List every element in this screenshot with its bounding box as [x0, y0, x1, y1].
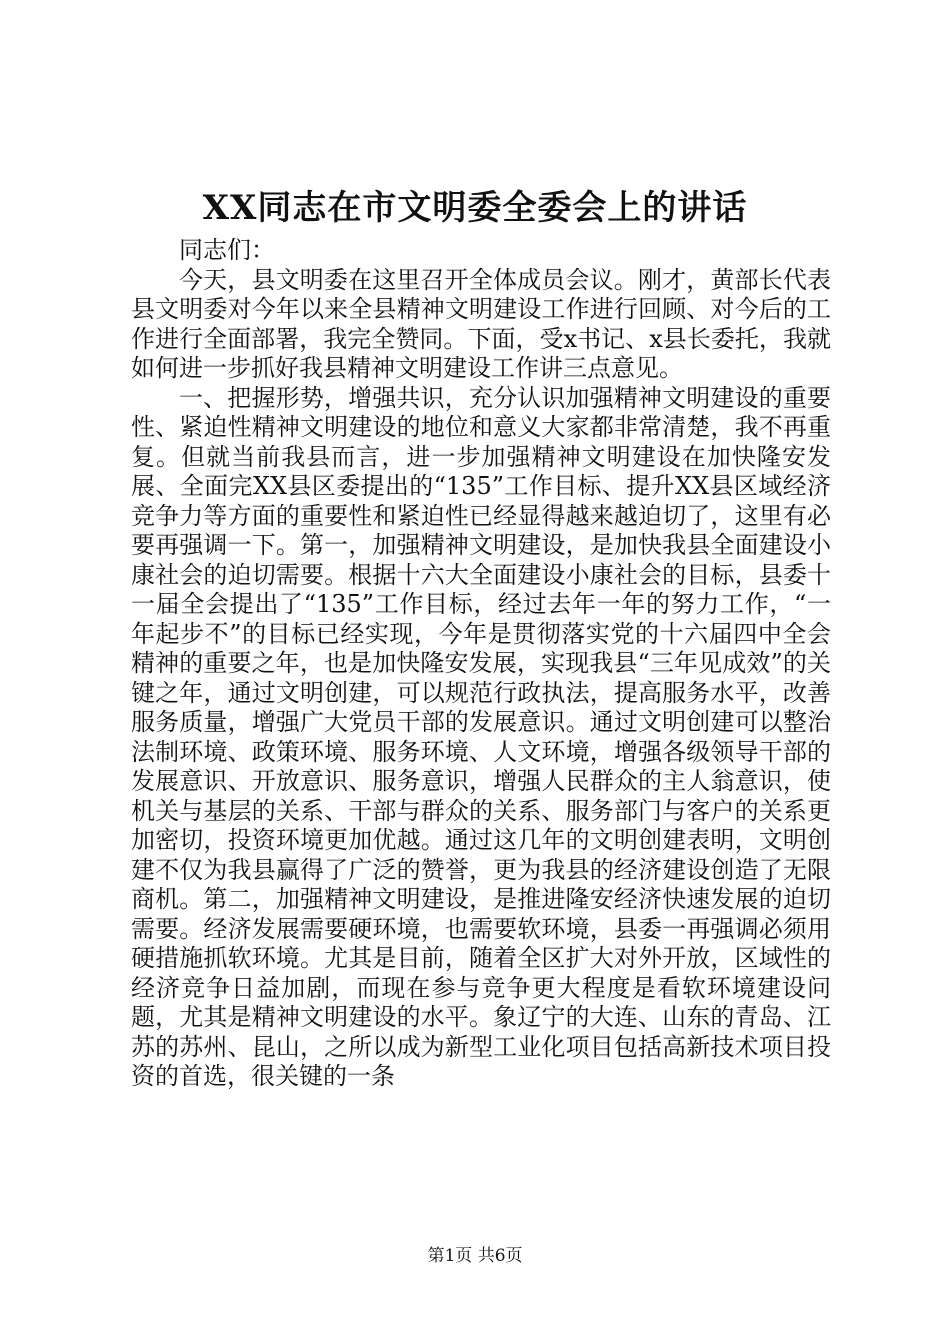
document-body: [131, 236, 831, 1092]
paragraph-section-one: 一、把握形势，增强共识，充分认识加强精神文明建设的重要性、紧迫性精神文明建设的地位和意义大家都非常清楚，我不再重复。但就当前我县而言，进一步加强精神文明建设在加快隆安发展、全面完XX县区委提出的“135”工作目标、提升XX县区域经济竞争力等方面的重要性和紧迫性已经显得越来越迫切了，这里有必要再强调一下。第一，加强精神文明建设，是加快我县全面建设小康社会的迫切需要。根据十六大全面建设小康社会的目标，县委十一届全会提出了“135”工作目标，经过去年一年的努力工作，“一年起步不”的目标已经实现，今年是贯彻落实党的十六届四中全会精神的重要之年，也是加快隆安发展，实现我县“三年见成效”的关键之年，通过文明创建，可以规范行政执法，提高服务水平，改善服务质量，增强广大党员干部的发展意识。通过文明创建可以整治法制环境、政策环境、服务环境、人文环境，增强各级领导干部的发展意识、开放意识、服务意识，增强人民群众的主人翁意识，使机关与基层的关系、干部与群众的关系、服务部门与客户的关系更加密切，投资环境更加优越。通过这几年的文明创建表明，文明创建不仅为我县赢得了广泛的赞誉，更为我县的经济建设创造了无限商机。第二，加强精神文明建设，是推进隆安经济快速发展的迫切需要。经济发展需要硬环境，也需要软环境，县委一再强调必须用硬措施抓软环境。尤其是目前，随着全区扩大对外开放，区域性的经济竞争日益加剧，而现在参与竞争更大程度是看软环境建设问题，尤其是精神文明建设的水平。象辽宁的大连、山东的青岛、江苏的苏州、昆山，之所以成为新型工业化项目包括高新技术项目投资的首选，很关键的一条: [131, 383, 831, 1090]
salutation: 同志们：: [179, 236, 275, 264]
document-title: XX同志在市文明委全委会上的讲话: [202, 188, 748, 228]
page-number-footer: 第1页 共6页: [427, 1246, 523, 1266]
paragraph-opening: 今天，县文明委在这里召开全体成员会议。刚才，黄部长代表县文明委对今年以来全县精神文明建设工作进行回顾、对今后的工作进行全面部署，我完全赞同。下面，受x书记、x县长委托，我就如何进一步抓好我县精神文明建设工作讲三点意见。: [131, 265, 831, 382]
